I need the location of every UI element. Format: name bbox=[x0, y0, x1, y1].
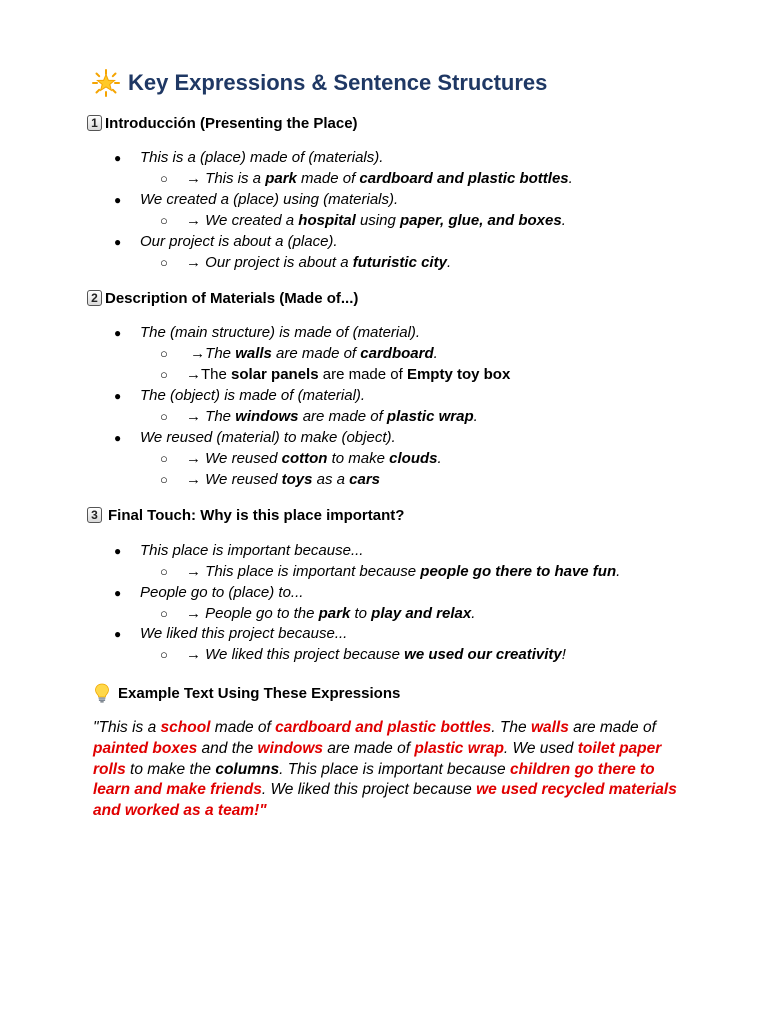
pattern-text: This place is important because... bbox=[140, 542, 364, 559]
pattern-text: We liked this project because... bbox=[140, 625, 348, 642]
example-keyword: people go there to have fun bbox=[420, 563, 617, 580]
bullet-marker: ● bbox=[114, 544, 122, 558]
example-text: Our project is about a bbox=[205, 254, 353, 271]
arrow-icon: → bbox=[186, 563, 201, 580]
arrow-icon: → bbox=[186, 366, 201, 383]
sub-bullet-marker: ○ bbox=[160, 346, 168, 361]
highlight-run: we used recycled materials and worked as a team!" bbox=[93, 781, 677, 820]
sub-bullet-marker: ○ bbox=[160, 171, 168, 186]
list-item bbox=[114, 323, 420, 343]
example-item bbox=[160, 344, 438, 364]
pattern-text: Our project is about a (place). bbox=[140, 233, 338, 250]
example-text: People go to the bbox=[205, 605, 319, 622]
text-run: . We used bbox=[503, 739, 578, 757]
bullet-marker: ● bbox=[114, 627, 122, 641]
example-paragraph bbox=[93, 718, 693, 822]
example-text: We liked this project because bbox=[205, 646, 405, 663]
sub-bullet-marker: ○ bbox=[160, 367, 168, 382]
example-text: This is a bbox=[205, 170, 266, 187]
pattern-text: People go to (place) to... bbox=[140, 584, 304, 601]
example-text: to make bbox=[327, 450, 390, 467]
text-run: made of bbox=[210, 719, 276, 736]
bullet-marker: ● bbox=[114, 193, 122, 207]
example-text: The bbox=[205, 345, 236, 362]
example-item bbox=[160, 645, 566, 665]
pattern-text: The (object) is made of (material). bbox=[140, 387, 366, 404]
example-text: to bbox=[350, 605, 372, 622]
keycap-number-icon: 2 bbox=[87, 290, 102, 306]
example-text: . bbox=[433, 345, 438, 362]
highlight-run: walls bbox=[530, 719, 569, 736]
bold-run: columns bbox=[215, 760, 280, 778]
sub-bullet-marker: ○ bbox=[160, 213, 168, 228]
example-keyword: hospital bbox=[298, 212, 356, 229]
sub-bullet-marker: ○ bbox=[160, 451, 168, 466]
highlight-run: painted boxes bbox=[93, 739, 198, 757]
section-title: Description of Materials (Made of...) bbox=[105, 289, 359, 307]
example-text: . bbox=[473, 408, 478, 425]
list-item bbox=[114, 386, 365, 406]
bullet-marker: ● bbox=[114, 326, 122, 340]
page-title bbox=[92, 66, 547, 100]
highlight-run: toilet paper rolls bbox=[93, 739, 662, 778]
example-text: This place is important because bbox=[205, 563, 421, 580]
section-heading-3 bbox=[87, 504, 404, 526]
highlight-run: school bbox=[160, 719, 211, 736]
arrow-icon: → bbox=[186, 471, 201, 488]
text-run: and the bbox=[197, 739, 258, 757]
example-text: . bbox=[471, 605, 476, 622]
example-keyword: plastic wrap bbox=[386, 408, 474, 425]
arrow-icon: → bbox=[190, 345, 206, 362]
section-title: Introducción (Presenting the Place) bbox=[105, 114, 358, 132]
arrow-icon: → bbox=[186, 605, 201, 622]
bullet-marker: ● bbox=[114, 431, 122, 445]
example-keyword: walls bbox=[235, 345, 272, 362]
example-heading-text: Example Text Using These Expressions bbox=[118, 684, 401, 702]
arrow-icon: → bbox=[186, 646, 201, 663]
example-keyword: park bbox=[318, 605, 351, 622]
arrow-icon: → bbox=[186, 212, 201, 229]
text-run: . This place is important because bbox=[279, 760, 510, 778]
text-run: "This is a bbox=[93, 719, 161, 736]
example-item bbox=[160, 449, 442, 469]
pattern-text: We reused (material) to make (object). bbox=[140, 429, 396, 446]
example-text: made of bbox=[296, 170, 360, 187]
example-keyword: clouds bbox=[389, 450, 438, 467]
text-run: . The bbox=[491, 719, 531, 736]
example-keyword: park bbox=[265, 170, 297, 187]
text-run: to make the bbox=[125, 760, 216, 778]
example-text: We created a bbox=[205, 212, 299, 229]
example-text: as a bbox=[312, 471, 350, 488]
text-run: are made of bbox=[323, 739, 415, 757]
arrow-icon: → bbox=[186, 408, 201, 425]
example-text: . bbox=[437, 450, 442, 467]
example-keyword: we used our creativity bbox=[404, 646, 562, 663]
highlight-run: plastic wrap bbox=[414, 739, 504, 757]
example-text: . bbox=[568, 170, 573, 187]
example-keyword: cars bbox=[349, 471, 381, 488]
sub-bullet-marker: ○ bbox=[160, 647, 168, 662]
section-title: Final Touch: Why is this place important? bbox=[108, 506, 405, 524]
example-text: are made of bbox=[298, 408, 387, 425]
bullet-marker: ● bbox=[114, 235, 122, 249]
light-bulb-icon bbox=[94, 683, 110, 703]
example-keyword: Empty toy box bbox=[406, 366, 511, 383]
example-text: ! bbox=[561, 646, 566, 663]
example-item bbox=[160, 211, 566, 231]
bullet-marker: ● bbox=[114, 389, 122, 403]
example-keyword: cardboard bbox=[360, 345, 434, 362]
pattern-text: We created a (place) using (materials). bbox=[140, 191, 399, 208]
example-text: The bbox=[201, 366, 232, 383]
example-item bbox=[160, 253, 451, 273]
example-text: We reused bbox=[205, 450, 282, 467]
example-item bbox=[160, 604, 475, 624]
page-title-text: Key Expressions & Sentence Structures bbox=[128, 70, 548, 95]
text-run: are made of bbox=[568, 719, 656, 736]
example-text: . bbox=[561, 212, 566, 229]
arrow-icon: → bbox=[186, 170, 201, 187]
keycap-number-icon: 3 bbox=[87, 507, 102, 523]
list-item bbox=[114, 190, 398, 210]
example-text: . bbox=[616, 563, 621, 580]
list-item bbox=[114, 583, 303, 603]
bullet-marker: ● bbox=[114, 151, 122, 165]
sub-bullet-marker: ○ bbox=[160, 564, 168, 579]
glowing-star-icon bbox=[92, 69, 120, 97]
example-text: are made of bbox=[271, 345, 361, 362]
example-text: using bbox=[355, 212, 400, 229]
example-item bbox=[160, 562, 620, 582]
example-keyword: windows bbox=[235, 408, 299, 425]
example-keyword: play and relax bbox=[371, 605, 472, 622]
sub-bullet-marker: ○ bbox=[160, 255, 168, 270]
list-item bbox=[114, 624, 347, 644]
sub-bullet-marker: ○ bbox=[160, 606, 168, 621]
section-heading-2 bbox=[87, 287, 358, 309]
example-keyword: cardboard and plastic bottles bbox=[359, 170, 569, 187]
example-text: . bbox=[446, 254, 452, 271]
arrow-icon: → bbox=[186, 254, 201, 271]
keycap-number-icon: 1 bbox=[87, 115, 102, 131]
pattern-text: This is a (place) made of (materials). bbox=[140, 149, 384, 166]
example-keyword: cotton bbox=[281, 450, 328, 467]
example-keyword: solar panels bbox=[231, 366, 319, 383]
example-text: We reused bbox=[205, 471, 282, 488]
bullet-marker: ● bbox=[114, 586, 122, 600]
list-item bbox=[114, 232, 338, 252]
highlight-run: windows bbox=[257, 739, 323, 757]
text-run: . We liked this project because bbox=[261, 781, 477, 799]
example-item bbox=[160, 169, 573, 189]
example-item bbox=[160, 407, 478, 427]
example-text: are made of bbox=[318, 366, 407, 383]
highlight-run: cardboard and plastic bottles bbox=[275, 719, 492, 736]
section-heading-1 bbox=[87, 112, 358, 134]
pattern-text: The (main structure) is made of (material). bbox=[140, 324, 421, 341]
list-item bbox=[114, 148, 383, 168]
example-keyword: futuristic city bbox=[352, 254, 447, 271]
sub-bullet-marker: ○ bbox=[160, 472, 168, 487]
arrow-icon: → bbox=[186, 450, 201, 467]
highlight-run: children go there to learn and make friends bbox=[93, 760, 655, 799]
example-item bbox=[160, 365, 510, 385]
example-item bbox=[160, 470, 380, 490]
example-text: The bbox=[205, 408, 236, 425]
example-keyword: paper, glue, and boxes bbox=[400, 212, 562, 229]
list-item bbox=[114, 428, 396, 448]
sub-bullet-marker: ○ bbox=[160, 409, 168, 424]
list-item bbox=[114, 541, 363, 561]
example-heading bbox=[94, 682, 400, 704]
example-keyword: toys bbox=[281, 471, 313, 488]
